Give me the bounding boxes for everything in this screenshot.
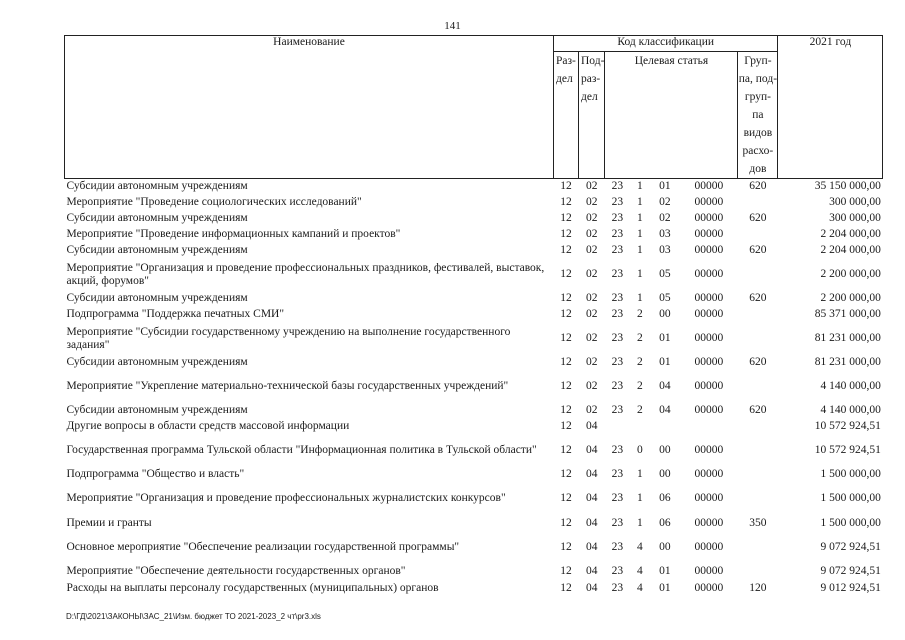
row-expense-group: 620 xyxy=(749,404,767,416)
header-target-article: Целевая статья xyxy=(605,52,738,179)
header-year: 2021 год xyxy=(778,36,883,179)
row-target-event: 05 xyxy=(659,268,671,280)
row-target-program: 23 xyxy=(611,212,624,224)
row-name: Подпрограмма "Общество и власть" xyxy=(66,468,245,480)
row-target-subprogram xyxy=(630,419,650,435)
row-amount: 9 072 924,51 xyxy=(820,541,881,553)
row-expense-group xyxy=(738,563,778,581)
row-razdel: 12 xyxy=(560,292,572,304)
row-target-event: 00 xyxy=(659,468,671,480)
row-target-event: 00 xyxy=(659,444,671,456)
row-target-program: 23 xyxy=(611,468,624,480)
row-name: Мероприятие "Проведение социологических исследований" xyxy=(66,196,362,208)
row-podrazdel: 04 xyxy=(585,541,598,553)
row-target-program: 23 xyxy=(611,268,624,280)
row-razdel: 12 xyxy=(560,212,572,224)
row-target-direction xyxy=(680,419,738,435)
row-razdel: 12 xyxy=(560,308,572,320)
row-target-subprogram: 1 xyxy=(637,212,643,224)
row-target-direction: 00000 xyxy=(694,180,724,193)
table-row xyxy=(65,467,883,483)
row-expense-group: 350 xyxy=(749,517,767,529)
table-row xyxy=(65,243,883,259)
row-name: Мероприятие "Субсидии государственному учреждению на выполнение государственного задания" xyxy=(66,325,511,351)
header-expense-group: Груп- па, под- груп- па видов расхо- дов xyxy=(738,52,778,179)
row-target-event: 02 xyxy=(659,212,671,224)
row-target-program: 23 xyxy=(611,404,624,416)
row-name: Другие вопросы в области средств массовой информации xyxy=(66,420,350,432)
row-razdel: 12 xyxy=(560,332,572,344)
row-target-event: 01 xyxy=(659,332,671,344)
row-amount: 2 200 000,00 xyxy=(820,292,881,304)
row-name: Расходы на выплаты персоналу государственных (муниципальных) органов xyxy=(66,582,439,594)
table-row xyxy=(65,195,883,211)
row-target-event: 01 xyxy=(659,180,671,193)
row-amount: 1 500 000,00 xyxy=(820,492,881,504)
row-razdel: 12 xyxy=(560,268,572,280)
row-amount: 81 231 000,00 xyxy=(814,356,881,368)
row-expense-group xyxy=(738,259,778,291)
row-amount: 10 572 924,51 xyxy=(814,444,881,456)
row-target-direction: 00000 xyxy=(694,196,724,208)
row-razdel: 12 xyxy=(560,517,572,529)
row-target-subprogram: 4 xyxy=(637,565,643,577)
row-expense-group xyxy=(738,435,778,467)
row-target-direction: 00000 xyxy=(694,444,724,456)
row-target-program: 23 xyxy=(611,196,624,208)
row-target-subprogram: 1 xyxy=(637,196,643,208)
row-target-program: 23 xyxy=(611,356,624,368)
row-podrazdel: 02 xyxy=(585,268,598,280)
row-target-event: 05 xyxy=(659,292,671,304)
row-target-direction: 00000 xyxy=(694,565,724,577)
row-target-program: 23 xyxy=(611,380,624,392)
table-row xyxy=(65,259,883,291)
row-name: Мероприятие "Организация и проведение профессиональных праздников, фестивалей, выставок, акций, форумов" xyxy=(66,261,545,287)
row-amount: 300 000,00 xyxy=(829,196,881,208)
row-name: Субсидии автономным учреждениям xyxy=(66,292,248,304)
row-razdel: 12 xyxy=(560,356,572,368)
row-target-event: 03 xyxy=(659,244,671,256)
row-podrazdel: 02 xyxy=(585,308,598,320)
header-razdel: Раз- дел xyxy=(554,52,579,179)
row-target-program: 23 xyxy=(611,180,624,193)
row-amount: 85 371 000,00 xyxy=(814,308,881,320)
row-target-direction: 00000 xyxy=(694,468,724,480)
row-target-subprogram: 1 xyxy=(637,228,643,240)
row-target-direction: 00000 xyxy=(694,212,724,224)
row-target-subprogram: 1 xyxy=(637,292,643,304)
row-target-direction: 00000 xyxy=(694,244,724,256)
row-amount: 9 012 924,51 xyxy=(820,582,881,594)
table-row xyxy=(65,323,883,355)
row-target-direction: 00000 xyxy=(694,228,724,240)
row-target-event xyxy=(650,419,680,435)
row-target-direction: 00000 xyxy=(694,517,724,529)
row-podrazdel: 02 xyxy=(585,244,598,256)
table-row xyxy=(65,371,883,403)
row-target-subprogram: 0 xyxy=(637,444,643,456)
row-expense-group xyxy=(738,371,778,403)
table-row xyxy=(65,581,883,597)
row-expense-group xyxy=(738,307,778,323)
row-amount: 4 140 000,00 xyxy=(820,380,881,392)
row-target-event: 00 xyxy=(659,308,671,320)
row-razdel: 12 xyxy=(560,582,572,594)
row-podrazdel: 02 xyxy=(585,292,598,304)
row-target-event: 00 xyxy=(659,541,671,553)
row-razdel: 12 xyxy=(560,380,572,392)
row-name: Мероприятие "Организация и проведение профессиональных журналистских конкурсов" xyxy=(66,492,506,504)
row-target-event: 04 xyxy=(659,404,671,416)
table-row xyxy=(65,563,883,581)
row-target-program: 23 xyxy=(611,244,624,256)
table-row xyxy=(65,211,883,227)
row-target-event: 06 xyxy=(659,492,671,504)
row-target-program: 23 xyxy=(611,292,624,304)
table-row xyxy=(65,291,883,307)
row-amount: 2 200 000,00 xyxy=(820,268,881,280)
row-target-direction: 00000 xyxy=(694,308,724,320)
row-razdel: 12 xyxy=(560,244,572,256)
table-row xyxy=(65,307,883,323)
row-expense-group: 120 xyxy=(749,582,767,594)
table-row xyxy=(65,435,883,467)
row-expense-group: 620 xyxy=(749,180,767,193)
row-podrazdel: 04 xyxy=(585,468,598,480)
page-number: 141 xyxy=(444,20,461,32)
row-target-event: 01 xyxy=(659,565,671,577)
row-razdel: 12 xyxy=(560,180,572,193)
row-amount: 81 231 000,00 xyxy=(814,332,881,344)
row-target-program: 23 xyxy=(611,308,624,320)
row-expense-group: 620 xyxy=(749,244,767,256)
row-target-subprogram: 1 xyxy=(637,468,643,480)
row-podrazdel: 04 xyxy=(585,565,598,577)
row-target-subprogram: 1 xyxy=(637,244,643,256)
row-amount: 2 204 000,00 xyxy=(820,244,881,256)
row-podrazdel: 02 xyxy=(585,196,598,208)
row-podrazdel: 02 xyxy=(585,332,598,344)
row-expense-group xyxy=(738,227,778,243)
row-target-subprogram: 4 xyxy=(637,541,643,553)
row-podrazdel: 02 xyxy=(585,380,598,392)
row-target-direction: 00000 xyxy=(694,356,724,368)
row-target-program: 23 xyxy=(611,228,624,240)
row-target-direction: 00000 xyxy=(694,541,724,553)
row-target-program: 23 xyxy=(611,541,624,553)
row-target-subprogram: 4 xyxy=(637,582,643,594)
table-row xyxy=(65,515,883,533)
row-target-event: 02 xyxy=(659,196,671,208)
row-expense-group: 620 xyxy=(749,292,767,304)
row-expense-group xyxy=(738,533,778,563)
budget-table xyxy=(64,35,883,597)
row-expense-group: 620 xyxy=(749,356,767,368)
row-target-event: 04 xyxy=(659,380,671,392)
row-target-program: 23 xyxy=(611,517,624,529)
row-expense-group xyxy=(738,419,778,435)
row-razdel: 12 xyxy=(560,228,572,240)
row-target-program: 23 xyxy=(611,444,624,456)
row-target-subprogram: 1 xyxy=(637,517,643,529)
row-razdel: 12 xyxy=(560,404,572,416)
row-target-subprogram: 2 xyxy=(637,404,643,416)
row-name: Подпрограмма "Поддержка печатных СМИ" xyxy=(66,308,285,320)
row-name: Мероприятие "Укрепление материально-технической базы государственных учреждений" xyxy=(66,380,509,392)
row-name: Субсидии автономным учреждениям xyxy=(66,212,248,224)
row-name: Премии и гранты xyxy=(66,517,152,529)
row-target-event: 03 xyxy=(659,228,671,240)
row-target-event: 01 xyxy=(659,356,671,368)
row-target-program: 23 xyxy=(611,582,624,594)
row-target-subprogram: 2 xyxy=(637,356,643,368)
header-podrazdel: Под- раз- дел xyxy=(579,52,605,179)
row-podrazdel: 02 xyxy=(585,212,598,224)
row-amount: 4 140 000,00 xyxy=(820,404,881,416)
header-name: Наименование xyxy=(65,36,554,179)
row-expense-group xyxy=(738,467,778,483)
row-name: Субсидии автономным учреждениям xyxy=(66,180,248,193)
row-podrazdel: 04 xyxy=(585,492,598,504)
row-target-direction: 00000 xyxy=(694,332,724,344)
row-podrazdel: 04 xyxy=(585,420,598,432)
row-name: Государственная программа Тульской области "Информационная политика в Тульской области" xyxy=(66,444,537,456)
row-expense-group xyxy=(738,323,778,355)
table-row xyxy=(65,355,883,371)
row-name: Субсидии автономным учреждениям xyxy=(66,244,248,256)
table-row xyxy=(65,533,883,563)
row-amount: 35 150 000,00 xyxy=(814,180,881,193)
row-podrazdel: 04 xyxy=(585,582,598,594)
table-row xyxy=(65,419,883,435)
row-amount: 1 500 000,00 xyxy=(820,517,881,529)
row-target-program xyxy=(605,419,630,435)
row-razdel: 12 xyxy=(560,420,572,432)
row-target-direction: 00000 xyxy=(694,268,724,280)
row-target-direction: 00000 xyxy=(694,492,724,504)
file-path-footer: D:\ГД\2021\ЗАКОНЫ\ЗАС_21\Изм. бюджет ТО 2021-2023_2 чт\pr3.xls xyxy=(66,612,321,621)
row-target-event: 01 xyxy=(659,582,671,594)
row-target-program: 23 xyxy=(611,332,624,344)
row-target-subprogram: 1 xyxy=(637,180,643,193)
row-amount: 2 204 000,00 xyxy=(820,228,881,240)
row-podrazdel: 02 xyxy=(585,180,598,193)
row-podrazdel: 04 xyxy=(585,517,598,529)
row-target-program: 23 xyxy=(611,565,624,577)
row-name: Субсидии автономным учреждениям xyxy=(66,404,248,416)
row-name: Мероприятие "Проведение информационных кампаний и проектов" xyxy=(66,228,401,240)
table-body xyxy=(65,179,883,597)
row-podrazdel: 02 xyxy=(585,228,598,240)
row-razdel: 12 xyxy=(560,492,572,504)
table-row xyxy=(65,403,883,419)
row-target-event: 06 xyxy=(659,517,671,529)
row-amount: 300 000,00 xyxy=(829,212,881,224)
row-target-program: 23 xyxy=(611,492,624,504)
row-podrazdel: 02 xyxy=(585,404,598,416)
row-razdel: 12 xyxy=(560,468,572,480)
row-name: Субсидии автономным учреждениям xyxy=(66,356,248,368)
row-amount: 10 572 924,51 xyxy=(814,420,881,432)
row-podrazdel: 02 xyxy=(585,356,598,368)
row-target-subprogram: 2 xyxy=(637,380,643,392)
row-amount: 1 500 000,00 xyxy=(820,468,881,480)
row-name: Мероприятие "Обеспечение деятельности государственных органов" xyxy=(66,565,406,577)
table-row xyxy=(65,179,883,195)
row-target-direction: 00000 xyxy=(694,582,724,594)
header-classification: Код классификации xyxy=(554,36,778,52)
table-header xyxy=(65,36,883,179)
row-expense-group: 620 xyxy=(749,212,767,224)
row-expense-group xyxy=(738,195,778,211)
table-row xyxy=(65,483,883,515)
row-podrazdel: 04 xyxy=(585,444,598,456)
row-razdel: 12 xyxy=(560,444,572,456)
row-name: Основное мероприятие "Обеспечение реализации государственной программы" xyxy=(66,541,460,553)
row-target-direction: 00000 xyxy=(694,380,724,392)
row-target-subprogram: 2 xyxy=(637,332,643,344)
row-target-direction: 00000 xyxy=(694,292,724,304)
row-expense-group xyxy=(738,483,778,515)
row-razdel: 12 xyxy=(560,565,572,577)
row-target-subprogram: 1 xyxy=(637,492,643,504)
row-target-subprogram: 1 xyxy=(637,268,643,280)
row-razdel: 12 xyxy=(560,196,572,208)
row-razdel: 12 xyxy=(560,541,572,553)
row-target-direction: 00000 xyxy=(694,404,724,416)
row-target-subprogram: 2 xyxy=(637,308,643,320)
table-row xyxy=(65,227,883,243)
row-amount: 9 072 924,51 xyxy=(820,565,881,577)
